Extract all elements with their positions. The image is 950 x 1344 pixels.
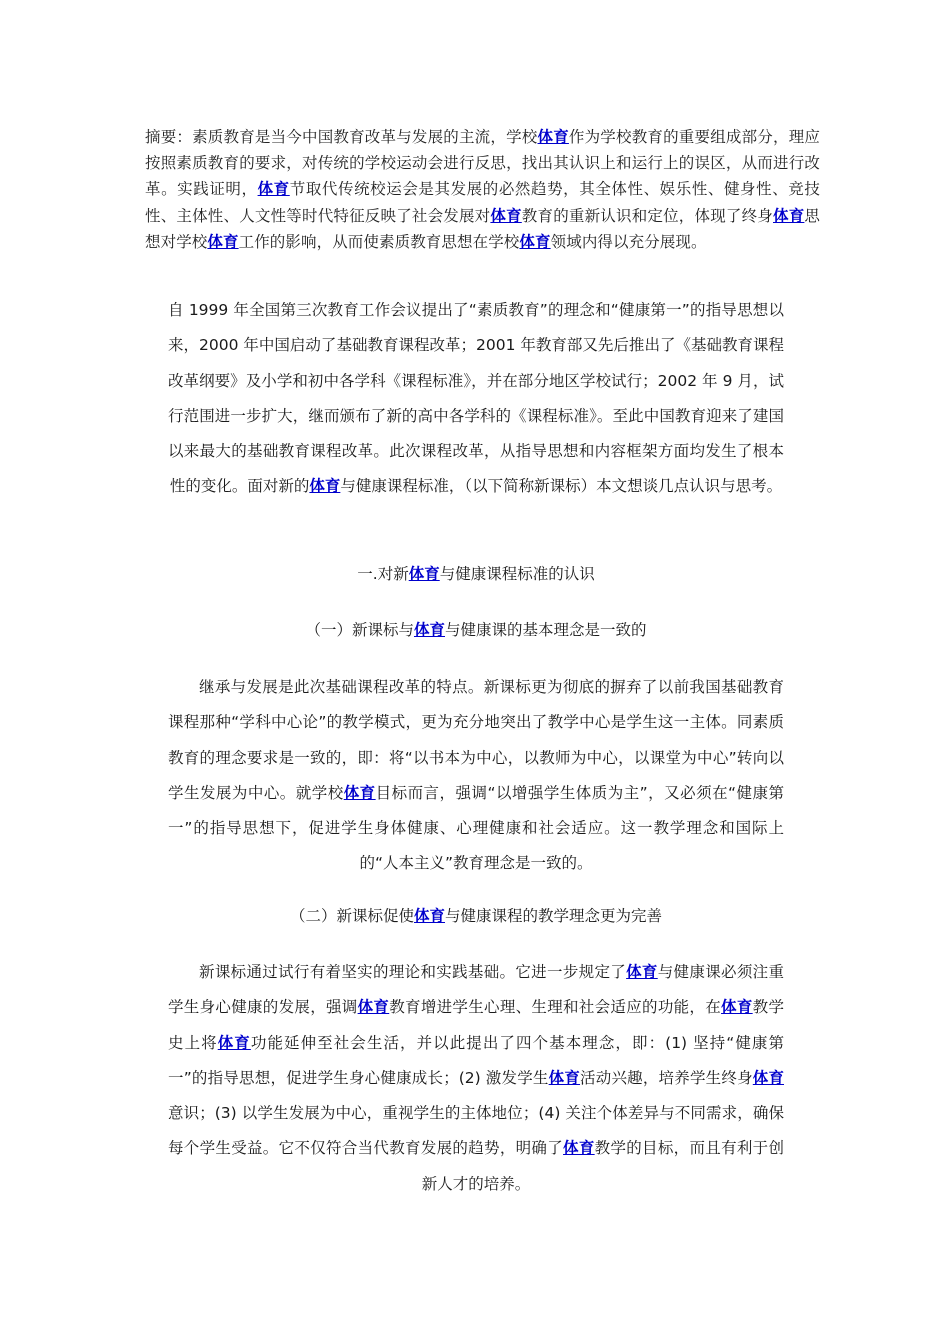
keyword-link[interactable]: 体育 (207, 232, 239, 252)
text-run: 功能延伸至社会生活，并以此提出了四个基本理念，即：(1) 坚持“健康第一”的指导思想，促进学生身心健康成长；(2) 激发学生 (168, 1033, 784, 1087)
keyword-link[interactable]: 体育 (343, 783, 376, 802)
text-run: 与健康课程的教学理念更为完善 (445, 907, 663, 925)
keyword-link[interactable]: 体育 (773, 205, 805, 225)
text-run: 教育增进学生心理、生理和社会适应的功能，在 (389, 998, 722, 1017)
subsection-heading-2 (168, 904, 784, 928)
text-run: 与健康课必须注重学生身心健康的发展，强调 (168, 963, 784, 1017)
keyword-link[interactable]: 体育 (519, 232, 551, 252)
subsection-heading-1 (168, 618, 784, 642)
text-run: 作为学校教育的重要组成部分，理应按照素质教育的要求，对传统的学校运动会进行反思，找出其认识上和运行上的误区，从而进行改革。实践证明， (145, 128, 820, 199)
keyword-link[interactable]: 体育 (721, 998, 753, 1017)
keyword-link[interactable]: 体育 (357, 998, 390, 1017)
text-run: 教育的重新认识和定位，体现了终身 (521, 206, 773, 225)
text-run: 摘要：素质教育是当今中国教育改革与发展的主流，学校 (145, 128, 538, 146)
text-run: 目标而言，强调“以增强学生体质为主”，又必须在“健康第一”的指导思想下，促进学生身体健康、心理健康和社会适应。这一教学理念和国际上的“人本主义”教育理念是一致的。 (168, 783, 784, 873)
text-run: 意识；(3) 以学生发展为中心，重视学生的主体地位；(4) 关注个体差异与不同需求，确保每个学生受益。它不仅符合当代教育发展的趋势，明确了 (168, 1104, 784, 1158)
text-run: （一）新课标与 (305, 621, 414, 639)
keyword-link[interactable]: 体育 (257, 179, 290, 199)
keyword-link[interactable]: 体育 (537, 127, 569, 146)
keyword-link[interactable]: 体育 (309, 477, 341, 496)
keyword-link[interactable]: 体育 (217, 1033, 251, 1052)
keyword-link[interactable]: 体育 (413, 621, 445, 639)
text-run: （二）新课标促使 (289, 907, 414, 925)
keyword-link[interactable]: 体育 (626, 963, 658, 981)
text-run: 一.对新 (357, 565, 409, 583)
text-run: 节取代传统校运会是其发展的必然趋势，其全体性、娱乐性、健身性、竞技性、主体性、人文性等时代特征反映了社会发展对 (145, 180, 820, 225)
text-run: 新课标通过试行有着坚实的理论和实践基础。它进一步规定了 (199, 963, 627, 981)
text-run: 与健康课程标准，（以下简称新课标）本文想谈几点认识与思考。 (340, 477, 783, 496)
text-run: 与健康课程标准的认识 (439, 565, 595, 583)
text-run: 教学史上将 (168, 998, 784, 1052)
section-heading-1 (168, 562, 784, 586)
text-run: 自 1999 年全国第三次教育工作会议提出了“素质教育”的理念和“健康第一”的指导思想以来，2000 年中国启动了基础教育课程改革；2001 年教育部又先后推出了《基础教育课程改革纲要》及小学和初中各学科《课程标准》，并在部分地区学校试行；2002 年 9 月，试行范围进一步扩大，继而颁布了新的高中各学科的《课程标准》。至此中国教育迎来了建国以来最大的基础教育课程改革。此次课程改革，从指导思想和内容框架方面均发生了根本性的变化。面对新的 (168, 301, 784, 496)
paragraph-2 (168, 955, 784, 1202)
text-run: 教学的目标，而且有利于创新人才的培养。 (421, 1139, 784, 1193)
keyword-link[interactable]: 体育 (548, 1068, 581, 1087)
intro-paragraph (168, 293, 784, 505)
text-run: 继承与发展是此次基础课程改革的特点。新课标更为彻底的摒弃了以前我国基础教育课程那种“学科中心论”的教学模式，更为充分地突出了教学中心是学生这一主体。同素质教育的理念要求是一致的，即：将“以书本为中心，以教师为中心，以课堂为中心”转向以学生发展为中心。就学校 (168, 678, 784, 802)
text-run: 领域内得以充分展现。 (550, 233, 707, 252)
keyword-link[interactable]: 体育 (490, 205, 522, 225)
text-run: 活动兴趣，培养学生终身 (580, 1068, 753, 1087)
keyword-link[interactable]: 体育 (408, 565, 440, 583)
text-run: 思想对学校 (145, 206, 821, 252)
abstract-paragraph (145, 124, 820, 256)
keyword-link[interactable]: 体育 (413, 907, 445, 925)
text-run: 与健康课的基本理念是一致的 (445, 621, 647, 639)
text-run: 工作的影响，从而使素质教育思想在学校 (238, 233, 520, 252)
paragraph-1 (168, 670, 784, 882)
keyword-link[interactable]: 体育 (563, 1139, 595, 1158)
keyword-link[interactable]: 体育 (752, 1068, 784, 1087)
